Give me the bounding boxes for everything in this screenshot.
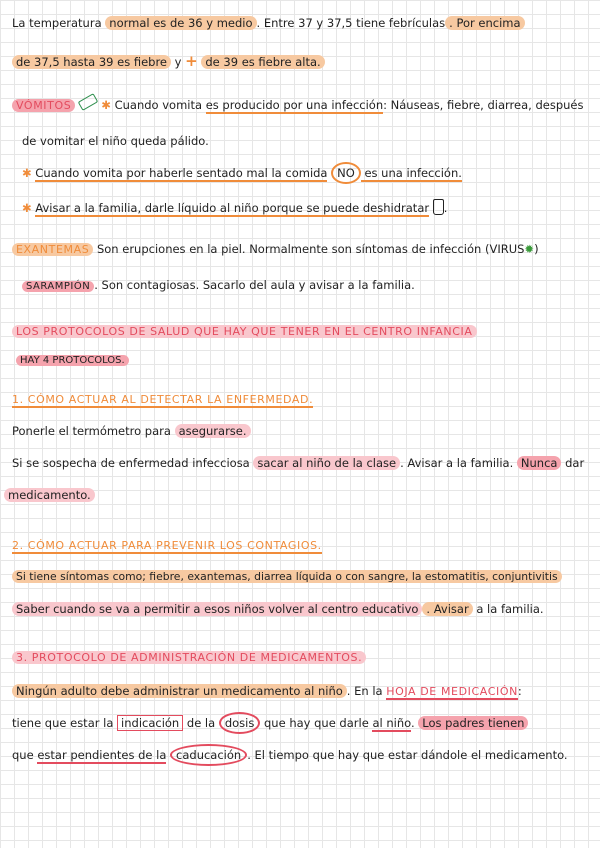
highlight: Saber cuando se va a permitir a esos niños volver al centro educativo [12,602,422,616]
highlight: asegurarse. [175,424,251,438]
circled-word: dosis [219,712,261,734]
temperature-line-2 [12,52,325,71]
text: que hay que darle [260,716,373,730]
text: a la familia. [472,602,544,616]
protocol-3-line-3 [12,746,568,764]
boxed-word: indicación [117,715,183,731]
highlight: Ningún adulto debe administrar un medicamento al niño [12,684,347,698]
bottle-icon [433,199,444,215]
protocol-2-title [12,536,322,555]
protocol-1-line-2 [12,454,584,472]
vomitos-line-2 [22,132,209,150]
underline: Avisar a la familia, darle líquido al niño porque se puede deshidratar [35,201,430,215]
text: . [410,716,419,730]
virus-icon: ✹ [524,242,535,256]
protocol-2-line-1 [12,568,562,586]
highlight: . Por encima [445,16,524,30]
highlight: . Avisar [422,602,472,616]
underline: al niño [372,716,411,730]
section-title: EXANTEMAS [12,243,93,256]
circled-word: caducación [170,744,247,766]
text: Son erupciones en la piel. Normalmente son síntomas de infección [93,242,482,256]
protocol-1-line-3 [4,486,95,504]
text: : Náuseas, fiebre, diarrea, después [383,98,584,112]
protocols-title [12,322,477,341]
highlight: Nunca [517,456,562,470]
text: (VIRUS [481,242,525,256]
subtitle: HAY 4 PROTOCOLOS. [16,355,129,366]
exantemas-line [12,240,539,259]
text: Si se sospecha de enfermedad infecciosa [12,456,254,470]
text: . Avisar a la familia. [400,456,517,470]
section-title: VÓMITOS [12,99,75,112]
section-title: LOS PROTOCOLOS DE SALUD QUE HAY QUE TENER EN EL CENTRO INFANCIA [12,325,477,338]
highlight: de 39 es fiebre alta. [201,55,324,69]
pencil-icon [78,93,99,111]
text: . Entre 37 y 37,5 tiene febrículas [256,16,446,30]
section-title: 1. CÓMO ACTUAR AL DETECTAR LA ENFERMEDAD. [12,393,314,406]
temperature-line-1 [12,14,525,32]
section-title: 2. CÓMO ACTUAR PARA PREVENIR LOS CONTAGIOS. [12,539,322,552]
protocol-3-title [12,648,366,667]
text: tiene que estar la [12,716,118,730]
text: ) [534,242,539,256]
text: que [12,748,38,762]
text: . En la [346,684,387,698]
text: . El tiempo que hay que estar dándole el medicamento. [247,748,568,762]
underline: estar pendientes de la [37,748,167,762]
star-icon: ✱ [22,201,32,215]
text: . Son contagiosas. Sacarlo del aula y avisar a la familia. [94,278,415,292]
highlight: sacar al niño de la clase [253,456,400,470]
text: La temperatura [12,16,106,30]
text: de la [183,716,219,730]
protocol-1-line-1 [12,422,251,440]
text: . [443,201,448,215]
sarampion-line [22,276,415,296]
underline: es una infección. [360,166,462,180]
highlight: de 37,5 hasta 39 es fiebre [12,55,171,69]
protocol-3-line-1 [12,682,522,701]
highlight: Si tiene síntomas como; fiebre, exantemas, diarrea líquida o con sangre, la estomatitis, conjuntivitis [12,570,562,583]
text: y [171,55,186,69]
star-icon: ✱ [22,166,32,180]
underline: es producido por una infección [205,98,384,112]
text: Cuando vomita [114,98,206,112]
text: dar [561,456,585,470]
star-icon: ✱ [101,98,111,112]
protocol-2-line-2 [12,600,544,618]
underline: HOJA DE MEDICACIÓN [386,685,518,698]
section-title: SARAMPIÓN [22,281,94,292]
highlight: normal es de 36 y medio [105,16,256,30]
section-title: 3. PROTOCOLO DE ADMINISTRACIÓN DE MEDICAMENTOS. [12,651,366,664]
highlight: Los padres tienen [418,716,528,730]
vomitos-line-4 [22,196,447,217]
plus-icon: + [185,52,198,70]
highlight: medicamento. [4,488,95,502]
vomitos-line [12,96,583,115]
protocol-3-line-2 [12,714,528,732]
vomitos-line-3 [22,164,462,182]
circled-word: NO [331,162,361,184]
text: de vomitar el niño queda pálido. [22,134,209,148]
text: Ponerle el termómetro para [12,424,175,438]
text: : [517,684,522,698]
underline: Cuando vomita por haberle sentado mal la comida [35,166,328,180]
protocols-count [16,350,129,370]
protocol-1-title [12,390,313,409]
